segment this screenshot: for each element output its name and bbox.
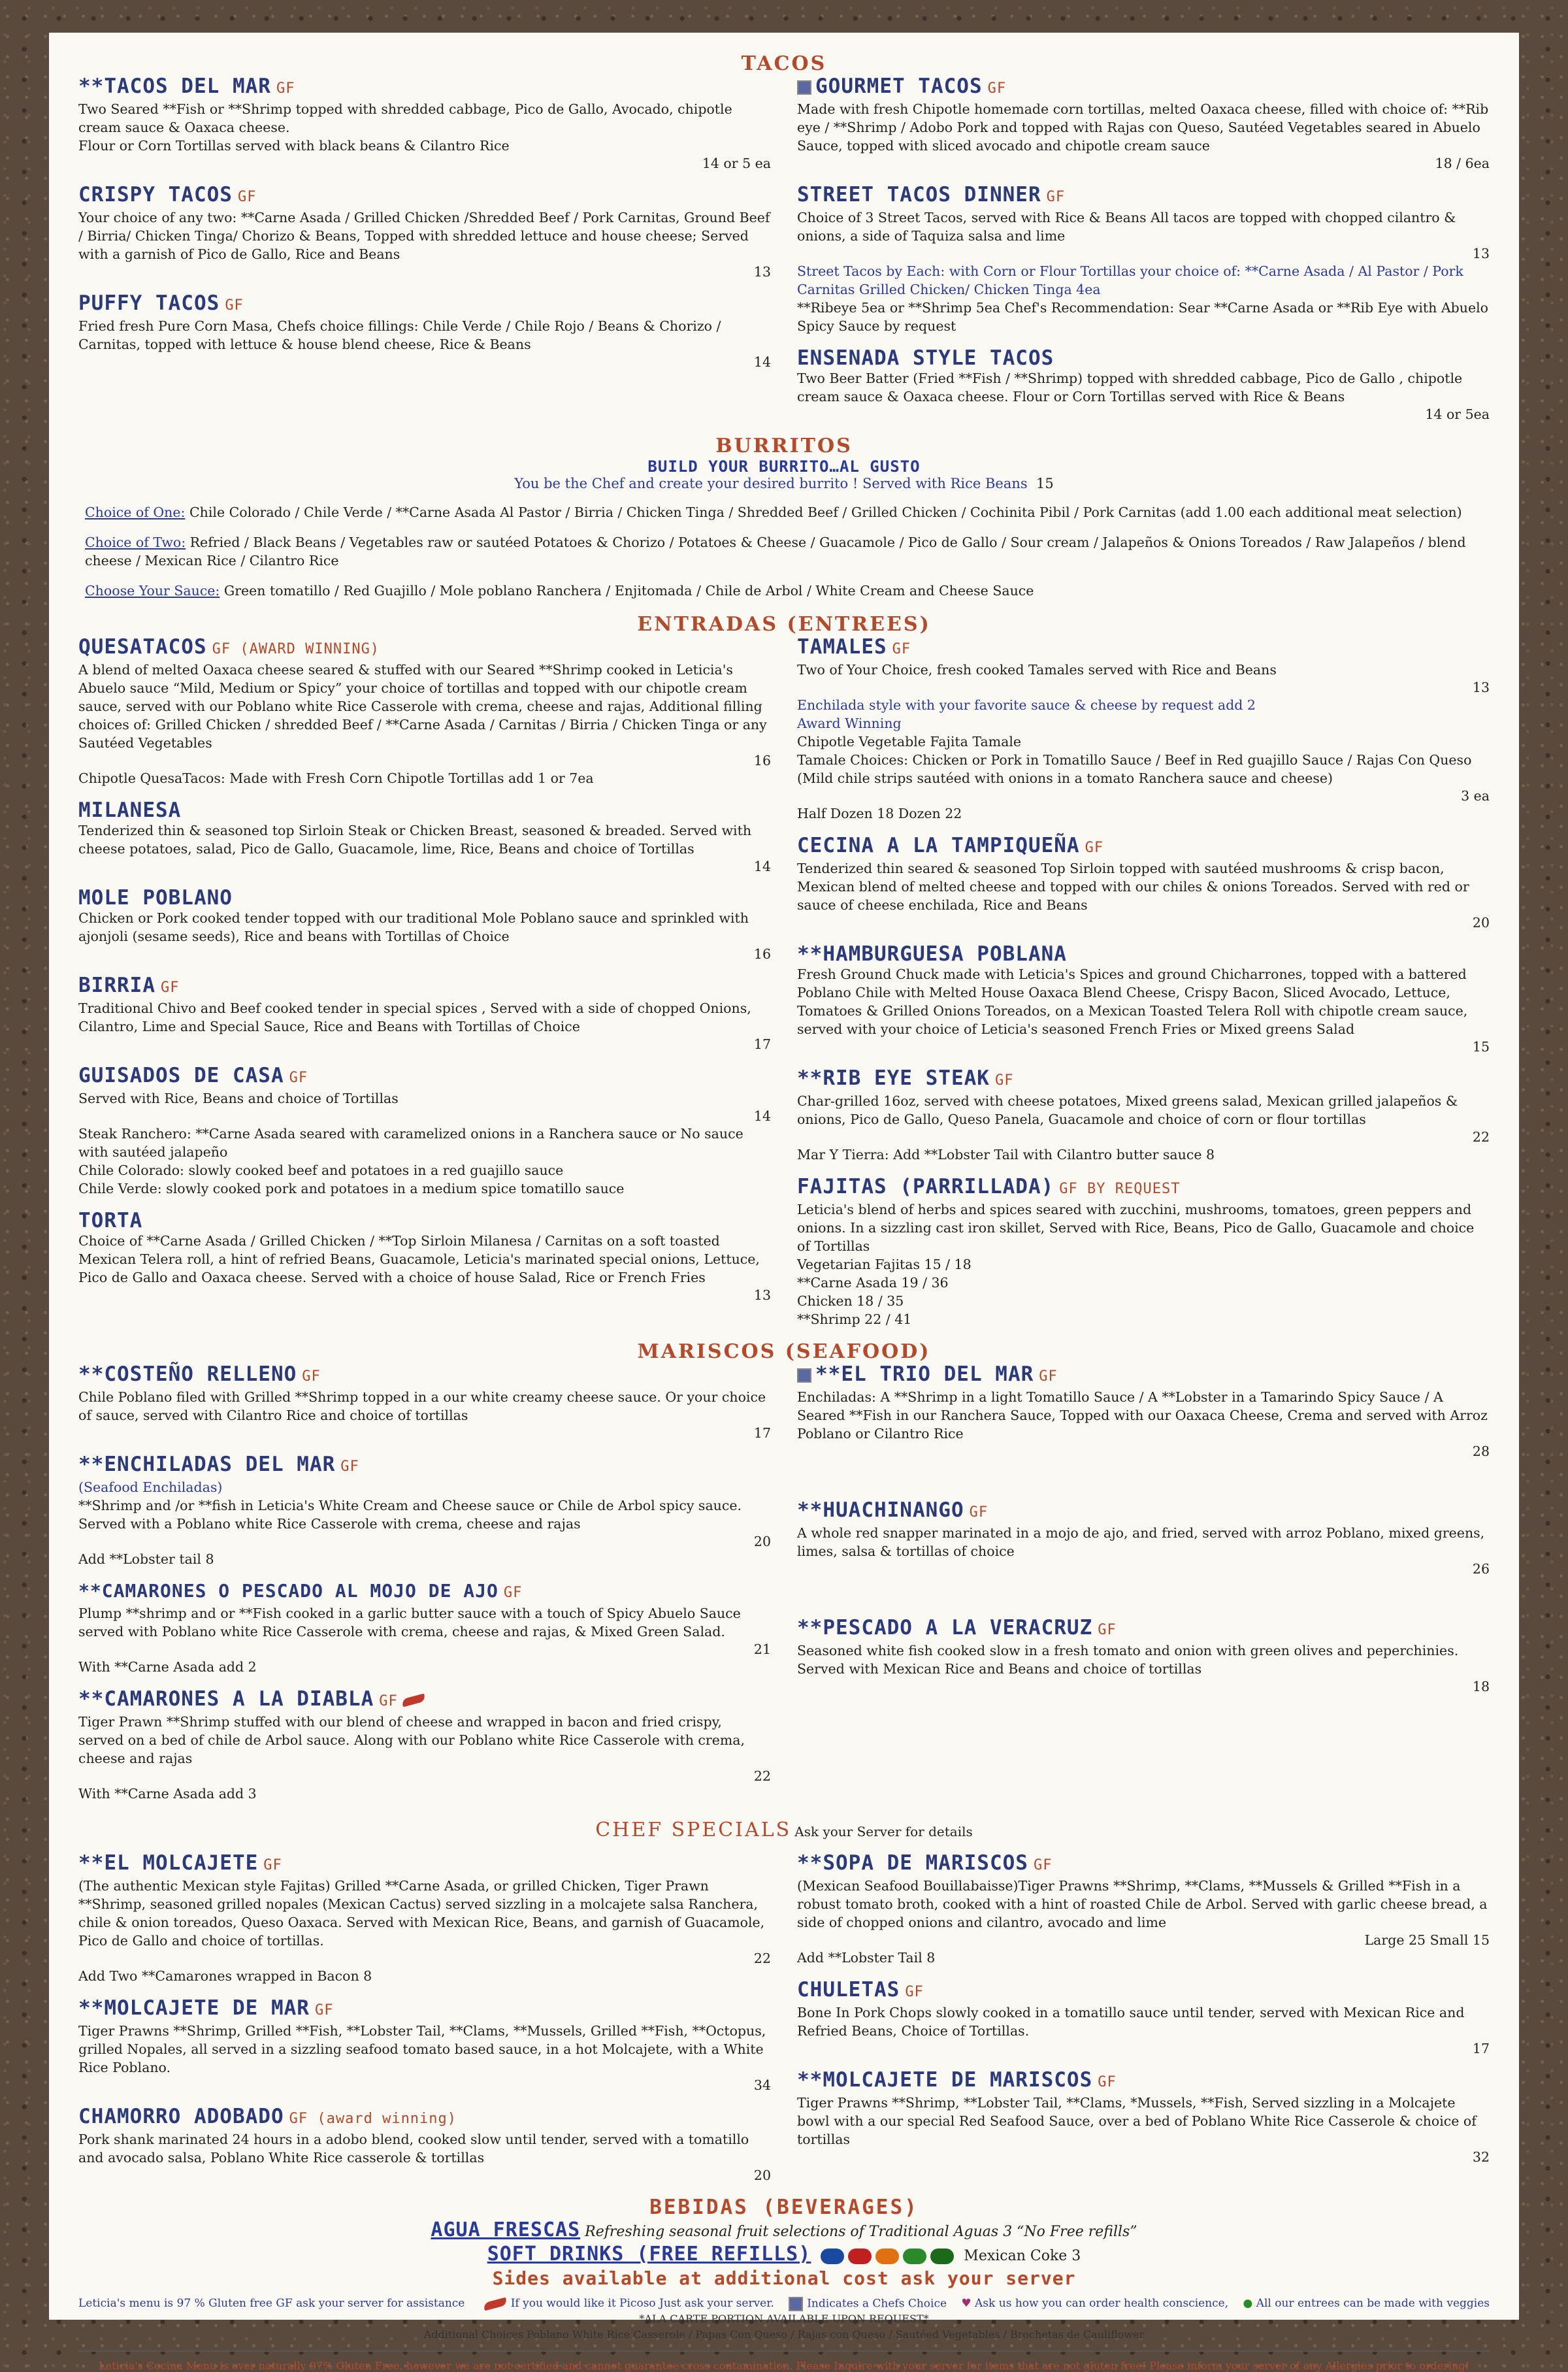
legend-gf: Leticia's menu is 97 % Gluten free GF ask your server for assistance (78, 2297, 465, 2310)
gf-tag: GF (award winning) (289, 2111, 457, 2127)
menu-item (797, 75, 1490, 172)
item-price: 14 or 5 ea (702, 156, 771, 171)
choice-text: Refried / Black Beans / Vegetables raw or sautéed Potatoes & Chorizo / Potatoes & Cheese / Guacamole / Pico de Gallo / Sour cream / Jalapeños & Onions Toreados / Raw Jalapeños / blend cheese / Mexican Rice / Cilantro Rice (85, 535, 1466, 568)
item-desc: Two Seared **Fish or **Shrimp topped with shredded cabbage, Pico de Gallo, Avocado, chipotle cream sauce & Oaxaca cheese. (78, 101, 732, 135)
mariscos-section (78, 1363, 1490, 1815)
item-name: **HUACHINANGO (797, 1498, 964, 1522)
chef-specials-sub: Ask your Server for details (794, 1824, 973, 1839)
item-name: CECINA A LA TAMPIQUEÑA (797, 834, 1080, 857)
chef-right (797, 1852, 1490, 2196)
gf-tag: GF (1039, 1368, 1058, 1385)
fajita-option: **Carne Asada 19 / 36 (797, 1275, 949, 1291)
tacos-heading: TACOS (741, 52, 827, 75)
item-desc: Chile Poblano filed with Grilled **Shrimp topped in a our white creamy cheese sauce. Or your choice of sauce, served with Cilantro Rice and choice of tortillas (78, 1389, 766, 1423)
mariscos-right (797, 1363, 1490, 1815)
item-name: TORTA (78, 1209, 143, 1232)
item-price: 26 (1472, 1561, 1490, 1577)
legend-health-text: Ask us how you can order health conscience, (975, 2297, 1229, 2310)
menu-item (78, 184, 771, 280)
item-name: **TACOS DEL MAR (78, 74, 271, 98)
menu-item (797, 184, 1490, 335)
chefs-choice-icon (797, 1368, 811, 1383)
item-price: Large 25 Small 15 (1364, 1932, 1490, 1948)
item-price: 20 (753, 2167, 771, 2183)
mariscos-heading: MARISCOS (SEAFOOD) (637, 1340, 931, 1363)
mariscos-left (78, 1363, 771, 1815)
item-name: **RIB EYE STEAK (797, 1066, 990, 1090)
chili-pepper-icon (483, 2297, 508, 2311)
item-desc: Street Tacos by Each: with Corn or Flour Tortillas your choice of: **Carne Asada / Al Pastor / Pork Carnitas Grilled Chicken/ Chicken Tinga 4ea (797, 263, 1463, 297)
gf-tag: GF (302, 1368, 321, 1385)
item-desc: Char-grilled 16oz, served with cheese potatoes, Mixed greens salad, Mexican grilled jalapeños & onions, Pico de Gallo, Queso Panela, Guacamole and choice of corn or flour tortillas (797, 1093, 1458, 1127)
soft-drinks-name: SOFT DRINKS (FREE REFILLS) (487, 2243, 811, 2265)
entradas-section (78, 636, 1490, 1340)
item-name: **EL TRIO DEL MAR (815, 1362, 1034, 1386)
sides-note: Sides available at additional cost ask your server (492, 2267, 1076, 2289)
gf-tag: GF BY REQUEST (1059, 1181, 1181, 1197)
item-desc: Tenderized thin seared & seasoned Top Sirloin topped with sautéed mushrooms & crisp bacon, Mexican blend of melted cheese and topped with our chiles & onions Toreados. Served with red or sauce of cheese enchilada, Rice and Beans (797, 861, 1469, 913)
item-price: 13 (753, 1287, 771, 1303)
item-desc: Traditional Chivo and Beef cooked tender in special spices , Served with a side of chopped Onions, Cilantro, Lime and Special Sauce, Rice and Beans with Tortillas of Choice (78, 1000, 751, 1034)
item-desc: Enchiladas: A **Shrimp in a light Tomatillo Sauce / A **Lobster in a Tamarindo Spicy Sauce / A Seared **Fish in our Ranchera Sauce, Topped with our Oaxaca Cheese, Crema and served with Arroz Poblano or Cilantro Rice (797, 1389, 1488, 1441)
gf-tag: GF (379, 1693, 398, 1709)
gf-tag: GF (987, 80, 1007, 97)
item-price: 13 (1472, 680, 1490, 695)
soft-drinks-line (78, 2243, 1490, 2267)
gf-tag: GF (905, 1984, 924, 2000)
item-name: TAMALES (797, 635, 887, 659)
gluten-disclaimer: Leticia's Cocina Menu is over naturally 97% Gluten Free, however we are not certified and cannot guarantee cross contamination. Please Inquire with your server for items that are not gluten free! Please inform your server of any Allergies prior to ordering! (78, 2350, 1490, 2372)
heart-icon: ♥ (961, 2297, 972, 2310)
agua-frescas-line (78, 2219, 1490, 2243)
choice-one (85, 503, 1483, 521)
item-price: 15 (1472, 1039, 1490, 1055)
choice-text: Chile Colorado / Chile Verde / **Carne Asada Al Pastor / Birria / Chicken Tinga / Shredded Beef / Grilled Chicken / Cochinita Pibil / Pork Carnitas (add 1.00 each additional meat selection) (185, 504, 1462, 520)
item-price: 13 (1472, 246, 1490, 261)
item-name: **ENCHILADAS DEL MAR (78, 1453, 336, 1476)
item-desc: Enchilada style with your favorite sauce & cheese by request add 2 (797, 697, 1256, 713)
tacos-left (78, 75, 771, 435)
menu-item (78, 1852, 771, 1985)
gf-tag: GF (1098, 2074, 1117, 2090)
menu-item (797, 1363, 1490, 1460)
item-name: MILANESA (78, 799, 182, 822)
item-desc: Bone In Pork Chops slowly cooked in a tomatillo sauce until tender, served with Mexican Rice and Refried Beans, Choice of Tortillas. (797, 2005, 1465, 2039)
veggie-icon: ● (1243, 2297, 1253, 2310)
choice-label: Choice of Two: (85, 535, 186, 550)
item-desc: **Shrimp and /or **fish in Leticia's White Cream and Cheese sauce or Chile de Arbol spicy sauce. Served with a Poblano white Rice Casserole with crema, cheese and rajas (78, 1498, 742, 1532)
menu-item (78, 1688, 771, 1803)
item-price: 14 (753, 1108, 771, 1124)
item-desc: Seasoned white fish cooked slow in a fresh tomato and onion with green olives and peperchinies. Served with Mexican Rice and Beans and choice of tortillas (797, 1643, 1459, 1677)
item-price: 22 (753, 1768, 771, 1784)
item-desc: Fresh Ground Chuck made with Leticia's Spices and ground Chicharrones, topped with a battered Poblano Chile with Melted House Oaxaca Blend Cheese, Crispy Bacon, Sliced Avocado, Lettuce, Tomatoes & Grilled Onions Toreados, on a Mexican Toasted Telera Roll with chipotle cream sauce, served with your choice of Leticia's seasoned French Fries or Mixed greens Salad (797, 966, 1468, 1037)
menu-item (797, 1067, 1490, 1164)
burrito-tagline (78, 476, 1490, 491)
item-desc: **Ribeye 5ea or **Shrimp 5ea Chef's Recommendation: Sear **Carne Asada or **Rib Eye with Abuelo Spicy Sauce by request (797, 300, 1489, 334)
gf-tag: GF (340, 1458, 359, 1475)
menu-item (797, 347, 1490, 423)
item-desc: Choice of 3 Street Tacos, served with Rice & Beans All tacos are topped with chopped cilantro & onions, a side of Taquiza salsa and lime (797, 210, 1456, 244)
gf-tag: GF (289, 1070, 308, 1086)
item-desc: Tiger Prawns **Shrimp, **Lobster Tail, **Clams, *Mussels, **Fish, Served sizzling in a Molcajete bowl with a our special Red Seafood Sauce, over a bed of Poblano White Rice Casserole & choice of tortillas (797, 2095, 1477, 2147)
gf-tag: GF (1033, 1857, 1053, 1873)
item-name: **MOLCAJETE DE MAR (78, 1996, 310, 2020)
item-desc: Your choice of any two: **Carne Asada / Grilled Chicken /Shredded Beef / Pork Carnitas, Ground Beef / Birria/ Chicken Tinga/ Chorizo & Beans, Topped with shredded lettuce and house cheese; Served with a garnish of Pico de Gallo, Rice and Beans (78, 210, 770, 262)
menu-item (78, 1997, 771, 2094)
item-desc: Mar Y Tierra: Add **Lobster Tail with Cilantro butter sauce 8 (797, 1147, 1215, 1162)
item-price: 14 or 5ea (1425, 406, 1490, 422)
item-desc: Served with Rice, Beans and choice of Tortillas (78, 1091, 399, 1106)
choice-label: Choice of One: (85, 504, 186, 520)
item-name: CHULETAS (797, 1978, 900, 2001)
item-price: 16 (753, 753, 771, 768)
menu-item (78, 974, 771, 1053)
legend (78, 2297, 1490, 2311)
legend-picoso (480, 2297, 774, 2311)
item-desc: Chicken or Pork cooked tender topped with our traditional Mole Poblano sauce and sprinkled with ajonjoli (sesame seeds), Rice and beans with Tortillas of Choice (78, 910, 749, 944)
item-name: GUISADOS DE CASA (78, 1064, 284, 1087)
legend-health (961, 2297, 1228, 2311)
burrito-price: 15 (1036, 476, 1054, 491)
gf-tag: GF (1046, 189, 1066, 205)
fajita-option: Chicken 18 / 35 (797, 1293, 904, 1309)
choice-label: Choose Your Sauce: (85, 583, 220, 599)
item-desc: Half Dozen 18 Dozen 22 (797, 806, 962, 821)
entradas-left (78, 636, 771, 1340)
choose-sauce (85, 582, 1483, 600)
item-price: 17 (753, 1036, 771, 1052)
item-desc: With **Carne Asada add 2 (78, 1659, 257, 1675)
item-name: **SOPA DE MARISCOS (797, 1851, 1028, 1875)
burrito-tagline-text: You be the Chef and create your desired burrito ! Served with Rice Beans (514, 476, 1028, 491)
item-name: CRISPY TACOS (78, 183, 233, 206)
item-name: **MOLCAJETE DE MARISCOS (797, 2068, 1093, 2092)
item-desc: Plump **shrimp and or **Fish cooked in a garlic butter sauce with a touch of Spicy Abuelo Sauce served with Poblano white Rice Casserole with crema, cheese and rajas, & Mixed Green Salad. (78, 1606, 741, 1639)
item-desc: Two of Your Choice, fresh cooked Tamales served with Rice and Beans (797, 662, 1277, 678)
item-price: 16 (753, 946, 771, 962)
item-desc: Choice of **Carne Asada / Grilled Chicken / **Top Sirloin Milanesa / Carnitas on a soft toasted Mexican Telera roll, a hint of refried Beans, Guacamole, Leticia's marinated special onions, Lettuce, Pico de Gallo and Oaxaca cheese. Served with a choice of house Salad, Rice or French Fries (78, 1233, 760, 1285)
menu-item (78, 636, 771, 787)
item-name: BIRRIA (78, 974, 155, 997)
menu-item (78, 75, 771, 172)
item-price: 22 (1472, 1129, 1490, 1145)
fajita-option: **Shrimp 22 / 41 (797, 1311, 912, 1327)
agua-frescas-name: AGUA FRESCAS (431, 2218, 581, 2241)
legend-chefs-choice-text: Indicates a Chefs Choice (807, 2297, 947, 2311)
sierra-mist-logo-icon (903, 2248, 926, 2264)
item-price: 21 (753, 1641, 771, 1657)
gf-tag: GF (AWARD WINNING) (212, 641, 380, 657)
menu-page (49, 33, 1519, 2372)
item-desc: Chile Colorado: slowly cooked beef and potatoes in a red guajillo sauce (78, 1162, 564, 1178)
additional-choices-note: Additional Choices Poblano White Rice Casserole / Papas Con Queso / Rajas con Queso / Sautéed Vegetables / Brochetas de Cauliflower (423, 2328, 1145, 2341)
item-price: 14 (753, 354, 771, 370)
item-desc: With **Carne Asada add 3 (78, 1786, 257, 1802)
item-desc: Leticia's blend of herbs and spices seared with zucchini, mushrooms, tomatoes, green peppers and onions. In a sizzling cast iron skillet, Served with Rice, Beans, Pico de Gallo, Guacamole and choice of Tortillas (797, 1202, 1475, 1254)
item-name: GOURMET TACOS (815, 74, 983, 98)
item-desc: Chipotle QuesaTacos: Made with Fresh Corn Chipotle Tortillas add 1 or 7ea (78, 770, 594, 786)
item-name: **EL MOLCAJETE (78, 1851, 259, 1875)
item-price: 17 (1472, 2041, 1490, 2056)
menu-item (797, 943, 1490, 1055)
item-desc: Add Two **Camarones wrapped in Bacon 8 (78, 1968, 372, 1984)
entradas-right (797, 636, 1490, 1340)
item-name: **CAMARONES O PESCADO AL MOJO DE AJO (78, 1580, 498, 1602)
item-name: **COSTEÑO RELLENO (78, 1362, 297, 1386)
chefs-choice-icon (789, 2297, 803, 2311)
menu-item (78, 2105, 771, 2184)
chef-specials-heading: CHEF SPECIALS (595, 1819, 792, 1841)
menu-item (797, 1499, 1490, 1577)
item-desc: (Mexican Seafood Bouillabaisse)Tiger Prawns **Shrimp, **Clams, **Mussels & Grilled **Fish in a robust tomato broth, cooked with a hint of roasted Chile de Arbol. Served with garlic cheese bread, a side of chopped onions and cilantro, avocado and lime (797, 1878, 1488, 1930)
gf-tag: GF (503, 1585, 523, 1601)
bebidas-heading: BEBIDAS (BEVERAGES) (649, 2196, 919, 2219)
item-price: 17 (753, 1425, 771, 1441)
item-desc: Tamale Choices: Chicken or Pork in Tomatillo Sauce / Beef in Red guajillo Sauce / Rajas Con Queso (Mild chile strips sautéed with onions in a tomato Ranchera sauce and cheese) (797, 752, 1472, 786)
item-name: **PESCADO A LA VERACRUZ (797, 1616, 1093, 1639)
legend-veggies (1243, 2297, 1490, 2311)
tacos-section (78, 75, 1490, 435)
menu-item (797, 1852, 1490, 1967)
chef-left (78, 1852, 771, 2196)
gf-tag: GF (1098, 1622, 1117, 1638)
item-desc: Tiger Prawns **Shrimp, Grilled **Fish, **Lobster Tail, **Clams, **Mussels, Grilled **Fish, **Octopus, grilled Nopales, all served in a sizzling seafood tomato based sauce, in a hot Molcajete, with a White Rice Poblano. (78, 2023, 766, 2075)
soda-logos (821, 2248, 954, 2264)
gf-tag: GF (276, 80, 295, 97)
item-name: PUFFY TACOS (78, 291, 220, 315)
item-price: 18 (1472, 1679, 1490, 1694)
chili-pepper-icon (401, 1693, 426, 1707)
item-desc: Two Beer Batter (Fried **Fish / **Shrimp) topped with shredded cabbage, Pico de Gallo , chipotle cream sauce & Oaxaca cheese. Flour or Corn Tortillas served with Rice & Beans (797, 371, 1463, 404)
burritos-heading: BURRITOS (715, 435, 853, 457)
item-desc: Chipotle Vegetable Fajita Tamale (797, 734, 1022, 749)
item-name: STREET TACOS DINNER (797, 183, 1041, 206)
tacos-right (797, 75, 1490, 435)
item-price: 28 (1472, 1443, 1490, 1459)
item-price: 20 (1472, 915, 1490, 931)
item-desc: A whole red snapper marinated in a mojo de ajo, and fried, served with arroz Poblano, mixed greens, limes, salsa & tortillas of choice (797, 1525, 1485, 1559)
dr-pepper-logo-icon (848, 2248, 872, 2264)
item-price: 13 (753, 264, 771, 280)
gf-tag: GF (969, 1504, 988, 1521)
menu-item (78, 1064, 771, 1198)
fajita-option: Vegetarian Fajitas 15 / 18 (797, 1257, 972, 1272)
menu-item (78, 799, 771, 875)
mountain-dew-logo-icon (930, 2248, 954, 2264)
item-desc: Tenderized thin & seasoned top Sirloin Steak or Chicken Breast, seasoned & breaded. Served with cheese potatoes, salad, Pico de Gallo, Guacamole, lime, Rice, Beans and choice of Tortillas (78, 823, 752, 857)
item-price: 20 (753, 1534, 771, 1549)
gf-tag: GF (314, 2002, 334, 2018)
item-desc: Tiger Prawn **Shrimp stuffed with our blend of cheese and wrapped in bacon and fried crispy, served on a bed of chile de Arbol sauce. Along with our Poblano white Rice Casserole with crema, cheese and rajas (78, 1714, 745, 1766)
menu-item (78, 1453, 771, 1568)
item-desc: (The authentic Mexican style Fajitas) Grilled **Carne Asada, or grilled Chicken, Tiger Prawn **Shrimp, seasoned grilled nopales (Mexican Cactus) served sizzling in a molcajete salsa Ranchera, chile & onion toreados, Queso Oaxaca. Served with Mexican Rice, Beans, and garnish of Guacamole, Pico de Gallo and choice of tortillas. (78, 1878, 765, 1949)
item-desc: (Seafood Enchiladas) (78, 1479, 223, 1495)
menu-item (78, 1580, 771, 1676)
item-name: CHAMORRO ADOBADO (78, 2105, 284, 2128)
item-desc: Fried fresh Pure Corn Masa, Chefs choice fillings: Chile Verde / Chile Rojo / Beans & Chorizo / Carnitas, topped with lettuce & house blend cheese, Rice & Beans (78, 318, 721, 352)
item-desc: Add **Lobster tail 8 (78, 1551, 214, 1567)
menu-item (797, 1176, 1490, 1328)
choice-text: Green tomatillo / Red Guajillo / Mole poblano Ranchera / Enjitomada / Chile de Arbol / White Cream and Cheese Sauce (220, 583, 1034, 599)
item-desc: Flour or Corn Tortillas served with black beans & Cilantro Rice (78, 138, 510, 154)
item-price: 34 (753, 2077, 771, 2093)
item-desc: Add **Lobster Tail 8 (797, 1950, 936, 1966)
menu-item (78, 1210, 771, 1304)
item-desc: Made with fresh Chipotle homemade corn tortillas, melted Oaxaca cheese, filled with choice of: **Rib eye / **Shrimp / Adobo Pork and topped with Rajas con Queso, Sautéed Vegetables seared in Abuelo Sauce, topped with sliced avocado and chipotle cream sauce (797, 101, 1489, 154)
burrito-subheading: BUILD YOUR BURRITO…AL GUSTO (647, 457, 921, 476)
menu-item (797, 1617, 1490, 1695)
legend-picoso-text: If you would like it Picoso Just ask your server. (510, 2297, 774, 2310)
item-price: 18 / 6ea (1435, 156, 1490, 171)
gf-tag: GF (225, 297, 244, 314)
item-name: **HAMBURGUESA POBLANA (797, 942, 1067, 966)
chefs-choice-icon (797, 80, 811, 95)
menu-item (797, 834, 1490, 931)
item-desc: Award Winning (797, 716, 902, 731)
item-name: QUESATACOS (78, 635, 207, 659)
gf-tag: GF (160, 980, 180, 996)
chef-section (78, 1852, 1490, 2196)
orange-soda-logo-icon (875, 2248, 899, 2264)
menu-item (78, 292, 771, 371)
item-desc: Steak Ranchero: **Carne Asada seared with caramelized onions in a Ranchera sauce or No sauce with sautéed jalapeño (78, 1126, 743, 1160)
gf-tag: GF (1085, 840, 1104, 856)
chef-specials-header (78, 1819, 1490, 1841)
item-desc: Pork shank marinated 24 hours in a adobo blend, cooked slow until tender, served with a tomatillo and avocado salsa, Poblano White Rice casserole & tortillas (78, 2132, 749, 2166)
gf-tag: GF (994, 1072, 1014, 1089)
gf-tag: GF (263, 1857, 282, 1873)
gf-tag: GF (237, 189, 257, 205)
ala-carte-note: *ALA CARTE PORTION AVAILABLE UPON REQUEST* (639, 2313, 929, 2325)
item-name: ENSENADA STYLE TACOS (797, 346, 1054, 370)
item-price: 14 (753, 859, 771, 874)
gf-tag: GF (892, 641, 911, 657)
menu-item (797, 636, 1490, 823)
agua-frescas-desc: Refreshing seasonal fruit selections of Traditional Aguas 3 “No Free refills” (585, 2224, 1137, 2240)
item-desc: Chile Verde: slowly cooked pork and potatoes in a medium spice tomatillo sauce (78, 1181, 625, 1196)
entradas-heading: ENTRADAS (ENTREES) (637, 613, 931, 636)
item-price: 32 (1472, 2149, 1490, 2165)
menu-item (797, 1979, 1490, 2057)
menu-item (78, 1363, 771, 1441)
item-price: 3 ea (1461, 788, 1490, 804)
item-price: 22 (753, 1951, 771, 1966)
menu-item (797, 2069, 1490, 2166)
item-name: MOLE POBLANO (78, 886, 233, 910)
choice-two (85, 533, 1483, 570)
item-name: **CAMARONES A LA DIABLA (78, 1687, 374, 1711)
item-name: FAJITAS (PARRILLADA) (797, 1175, 1054, 1198)
pepsi-logo-icon (821, 2248, 844, 2264)
item-desc: A blend of melted Oaxaca cheese seared & stuffed with our Seared **Shrimp cooked in Leticia's Abuelo sauce “Mild, Medium or Spicy” your choice of tortillas and topped with our chipotle cream sauce, served with our Poblano white Rice Casserole with crema, cheese and rajas, Additional filling choices of: Grilled Chicken / shredded Beef / **Carne Asada / Carnitas / Birria / Chicken Tinga or any Sautéed Vegetables (78, 662, 767, 751)
legend-veggies-text: All our entrees can be made with veggies (1256, 2297, 1490, 2310)
menu-item (78, 887, 771, 963)
soft-drinks-desc: Mexican Coke 3 (964, 2248, 1081, 2264)
legend-chefs-choice (789, 2297, 947, 2311)
